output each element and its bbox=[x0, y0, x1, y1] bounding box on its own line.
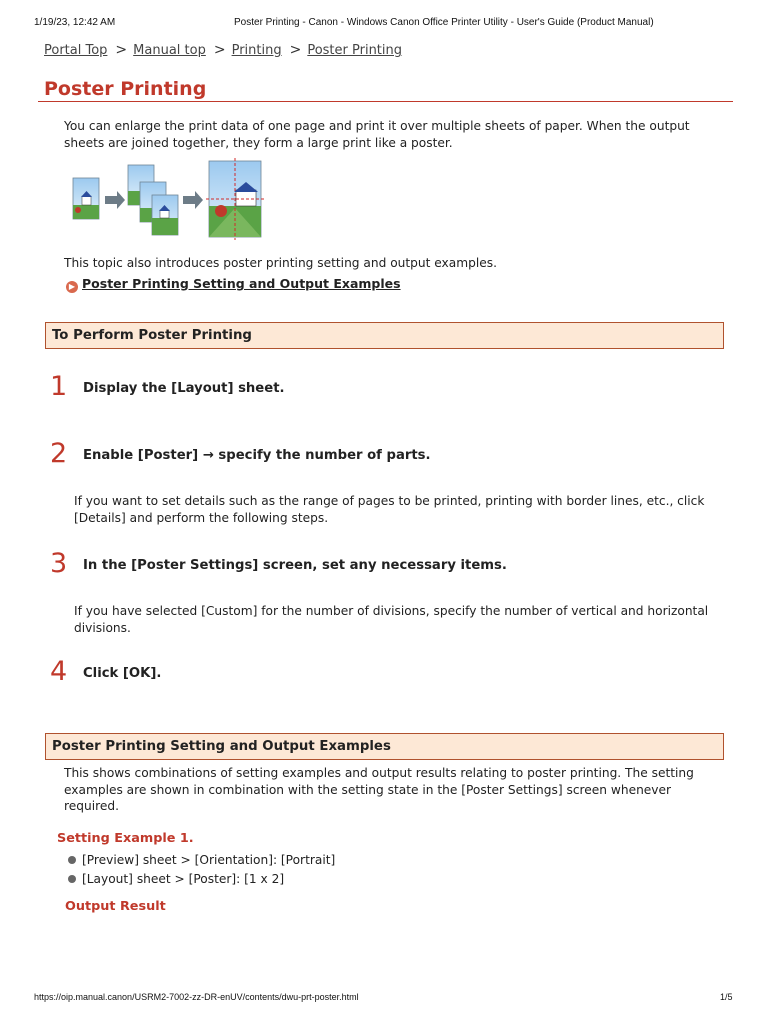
print-footer-page: 1/5 bbox=[720, 992, 733, 1002]
page-title: Poster Printing bbox=[44, 78, 207, 100]
print-header-title: Poster Printing - Canon - Windows Canon Office Printer Utility - User's Guide (Product Manual) bbox=[234, 17, 654, 28]
step-text: Enable [Poster] → specify the number of parts. bbox=[83, 448, 431, 463]
step-note: If you want to set details such as the range of pages to be printed, printing with border lines, etc., click [Details] and perform the following steps. bbox=[74, 494, 705, 525]
list-item: [Layout] sheet > [Poster]: [1 x 2] bbox=[68, 870, 335, 889]
breadcrumb-manual-top[interactable]: Manual top bbox=[133, 43, 206, 58]
breadcrumb-poster-printing[interactable]: Poster Printing bbox=[307, 43, 403, 58]
split-pages-image bbox=[128, 165, 178, 235]
step-number: 2 bbox=[50, 438, 68, 469]
chevron-right-icon: ▶ bbox=[66, 281, 78, 293]
poster-illustration bbox=[70, 158, 265, 240]
step-note: If you have selected [Custom] for the number of divisions, specify the number of vertical and horizontal divisions. bbox=[74, 604, 709, 635]
source-page-image bbox=[73, 178, 99, 219]
breadcrumb-separator: > bbox=[115, 42, 128, 58]
step-text: Display the [Layout] sheet. bbox=[83, 381, 285, 396]
step-number: 3 bbox=[50, 548, 68, 579]
breadcrumb-portal-top[interactable]: Portal Top bbox=[44, 43, 108, 58]
breadcrumb bbox=[44, 42, 402, 58]
arrow-right-icon bbox=[105, 191, 125, 209]
examples-intro: This shows combinations of setting examples and output results relating to poster printing. The setting examples are shown in combination with the setting state in the [Poster Settings] screen whenever required. bbox=[64, 766, 694, 813]
setting-example-title: Setting Example 1. bbox=[57, 831, 194, 846]
setting-example-list bbox=[68, 851, 335, 889]
print-footer-url: https://oip.manual.canon/USRM2-7002-zz-DR-enUV/contents/dwu-prt-poster.html bbox=[34, 992, 359, 1002]
step-number: 1 bbox=[50, 371, 68, 402]
breadcrumb-printing[interactable]: Printing bbox=[231, 43, 282, 58]
topic-intro: This topic also introduces poster printing setting and output examples. bbox=[64, 256, 497, 270]
list-item: [Preview] sheet > [Orientation]: [Portrait] bbox=[68, 851, 335, 870]
section-heading-perform bbox=[45, 322, 724, 349]
output-result-title: Output Result bbox=[65, 899, 166, 914]
poster-output-image bbox=[206, 158, 264, 240]
step-text: Click [OK]. bbox=[83, 666, 162, 681]
section-heading-examples bbox=[45, 733, 724, 760]
breadcrumb-separator: > bbox=[213, 42, 226, 58]
step-text: In the [Poster Settings] screen, set any necessary items. bbox=[83, 558, 507, 573]
examples-link[interactable]: Poster Printing Setting and Output Examples bbox=[82, 276, 401, 291]
print-header-datetime: 1/19/23, 12:42 AM bbox=[34, 17, 116, 28]
breadcrumb-separator: > bbox=[289, 42, 302, 58]
arrow-right-icon bbox=[183, 191, 203, 209]
section-heading-text: Poster Printing Setting and Output Examples bbox=[52, 739, 391, 754]
section-heading-text: To Perform Poster Printing bbox=[52, 328, 252, 343]
intro-paragraph: You can enlarge the print data of one page and print it over multiple sheets of paper. When the output sheets are joined together, they form a large print like a poster. bbox=[64, 119, 690, 150]
step-number: 4 bbox=[50, 656, 68, 687]
title-underline bbox=[38, 101, 733, 102]
topic-link-row bbox=[66, 276, 401, 293]
